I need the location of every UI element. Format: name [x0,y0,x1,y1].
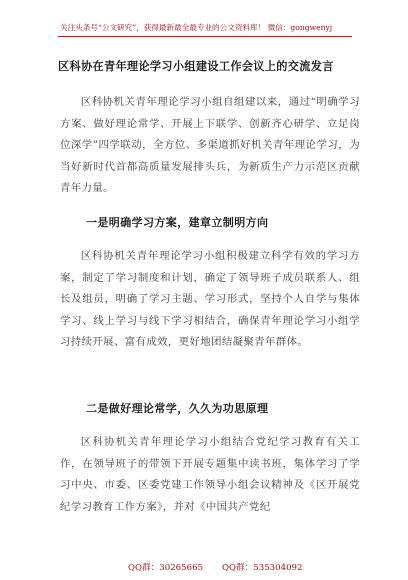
header-promo-note: 关注头条号“公文研究”，获得最新最全最专业的公文资料库！ 微信：gongwenyj [60,23,333,32]
section-heading-1: 一是明确学习方案，建章立制明方向 [86,216,269,229]
section-2-paragraph: 区科协机关青年理论学习小组结合党纪学习教育有关工作，在领导班子的带领下开展专题集中读书班，集体学习了学习中央、市委、区委党建工作领导小组会议精神及《区开展党纪学习教育工作方案》，并对《中国共产党纪 [60,436,360,513]
footer-qq-group-2: QQ群：535304092 [222,563,303,573]
footer-qq-group-1: QQ群：30265665 [128,563,204,573]
section-heading-2: 二是做好理论常学，久久为功思原理 [86,402,269,415]
document-title: 区科协在青年理论学习小组建设工作会议上的交流发言 [58,59,334,73]
intro-paragraph: 区科协机关青年理论学习小组自组建以来，通过“明确学习方案、做好理论常学、开展上下联学、创新齐心研学、立足岗位深学”四学联动，全方位、多渠道抓好机关青年理论学习，为当好新时代首都高质量发展排头兵，为新质生产力示范区贡献青年力量。 [60,96,360,194]
header-divider [58,36,352,37]
section-1-paragraph: 区科协机关青年理论学习小组积极建立科学有效的学习方案，制定了学习制度和计划，确定了领导班子成员联系人、组长及组员，明确了学习主题、学习形式，坚持个人自学与集体学习、线上学习与线下学习相结合，确保青年理论学习小组学习持续开展、富有成效，更好地团结凝聚青年群体。 [60,250,360,348]
